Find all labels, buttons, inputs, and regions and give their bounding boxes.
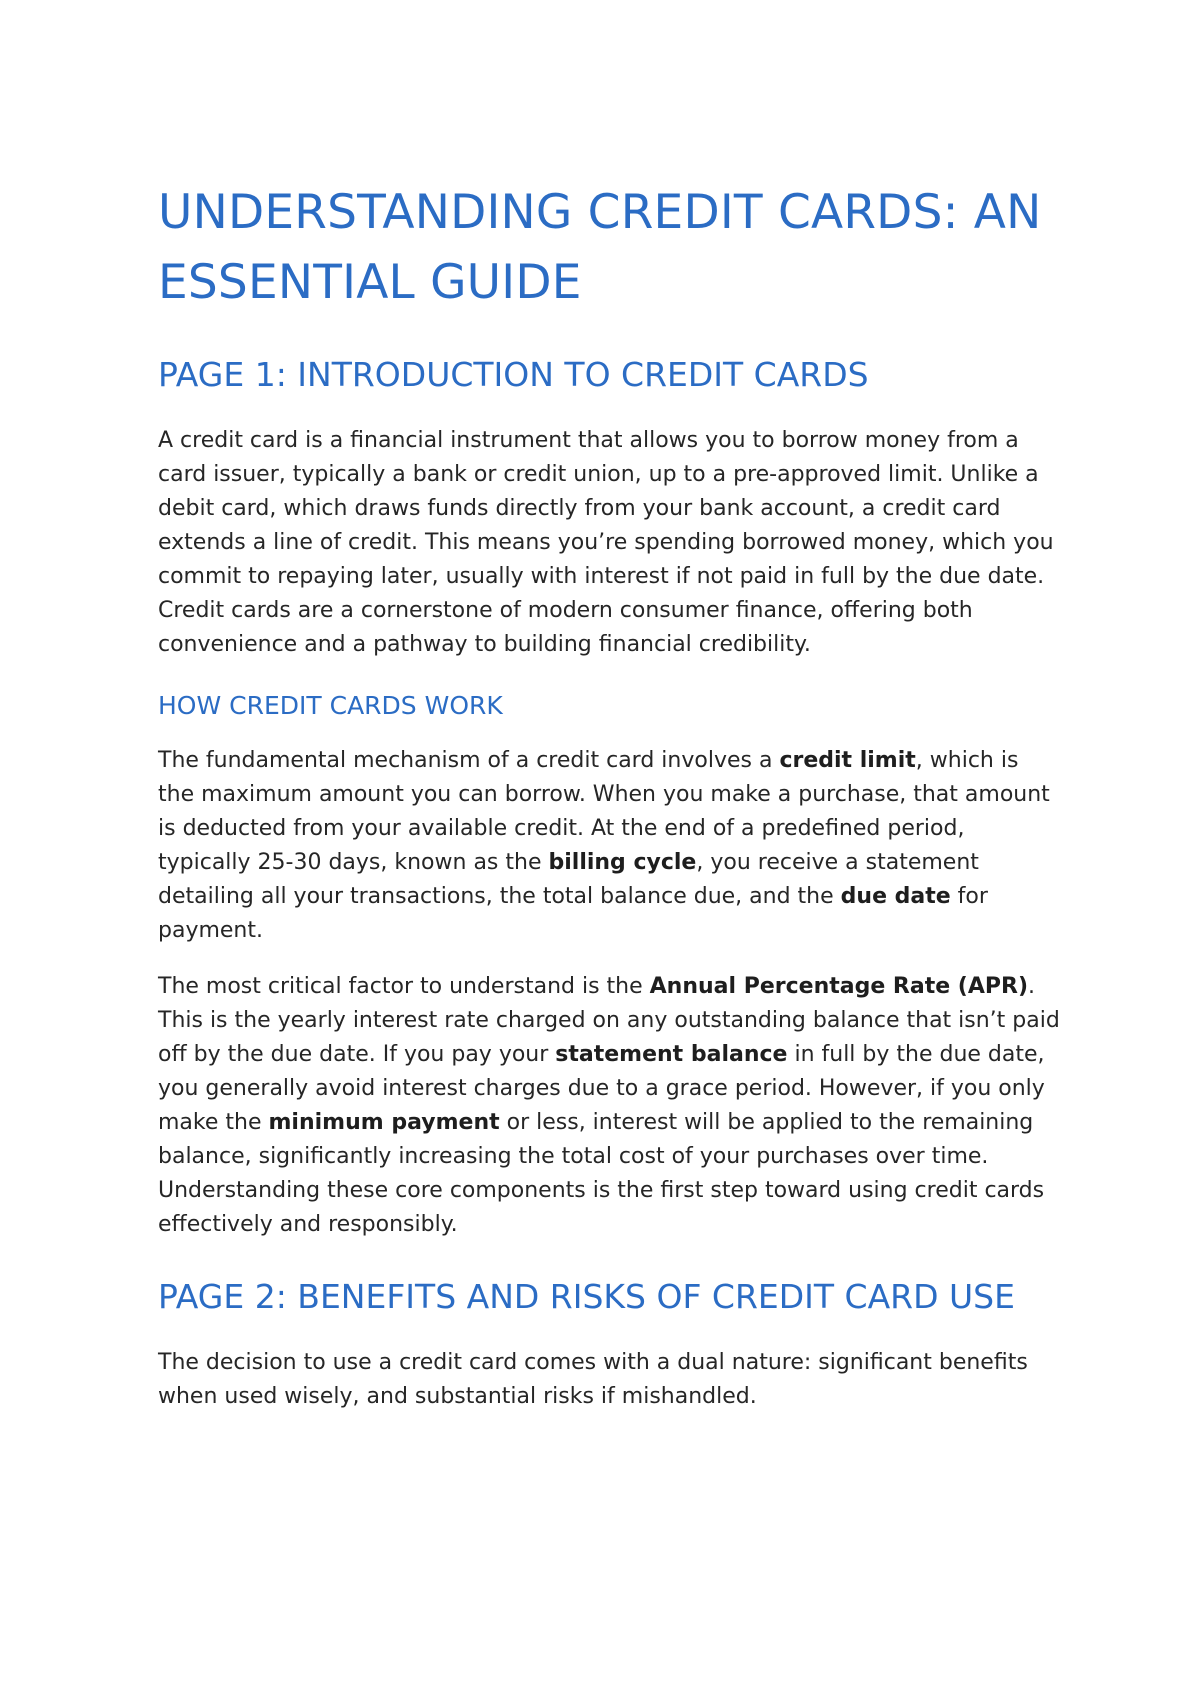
- document-title: UNDERSTANDING CREDIT CARDS: AN ESSENTIAL GUIDE: [158, 185, 1042, 310]
- term-statement-balance: statement balance: [555, 1042, 788, 1067]
- section-heading-page-2: PAGE 2: BENEFITS AND RISKS OF CREDIT CARD USE: [158, 1277, 1015, 1316]
- subheading-how-credit-cards-work: HOW CREDIT CARDS WORK: [158, 691, 503, 720]
- term-billing-cycle: billing cycle: [548, 850, 697, 875]
- text-run: The most critical factor to understand is the: [158, 974, 650, 999]
- text-run: . This is the yearly interest rate charged on any outstanding balance that isn’t paid off by the due date. If you pay your: [158, 974, 1060, 1067]
- term-due-date: due date: [840, 884, 951, 909]
- benefits-risks-intro-paragraph: The decision to use a credit card comes with a dual nature: significant benefits when used wisely, and substantial risks if mishandled.: [158, 1350, 1028, 1409]
- credit-mechanism-paragraph: [158, 744, 1060, 948]
- text-run: or less, interest will be applied to the remaining balance, significantly increasing the total cost of your purchases over time. Understanding these core components is the first step toward using credit cards effectively and responsibly.: [158, 1110, 1045, 1237]
- text-run: , which is the maximum amount you can borrow. When you make a purchase, that amount is deducted from your available credit. At the end of a predefined period, typically 25-30 days, known as the: [158, 748, 1050, 875]
- text-run: in full by the due date, you generally avoid interest charges due to a grace period. However, if you only make the: [158, 1042, 1045, 1135]
- text-run: for payment.: [158, 884, 988, 943]
- term-minimum-payment: minimum payment: [268, 1110, 500, 1135]
- section-heading-page-1: PAGE 1: INTRODUCTION TO CREDIT CARDS: [158, 355, 869, 394]
- text-run: , you receive a statement detailing all your transactions, the total balance due, and the: [158, 850, 979, 909]
- text-run: The fundamental mechanism of a credit card involves a: [158, 748, 780, 773]
- apr-paragraph: [158, 970, 1060, 1242]
- term-credit-limit: credit limit: [779, 748, 916, 773]
- intro-paragraph: A credit card is a financial instrument that allows you to borrow money from a card issuer, typically a bank or credit union, up to a pre-approved limit. Unlike a debit card, which draws funds directly from your bank account, a credit card extends a line of credit. This means you’re spending borrowed money, which you commit to repaying later, usually with interest if not paid in full by the due date. Credit cards are a cornerstone of modern consumer finance, offering both convenience and a pathway to building financial credibility.: [158, 428, 1054, 657]
- term-apr: Annual Percentage Rate (APR): [649, 974, 1029, 999]
